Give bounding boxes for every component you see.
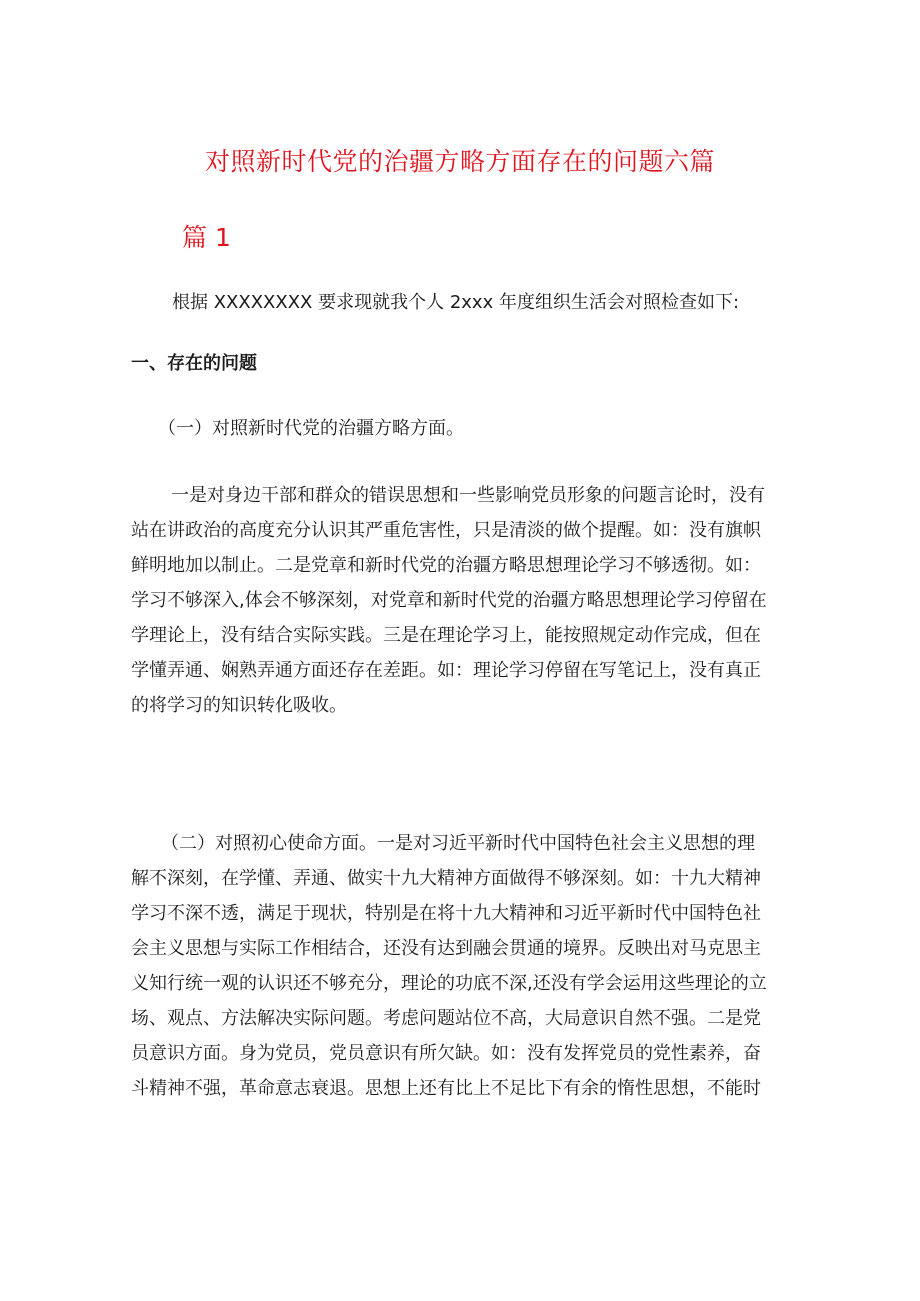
paragraph-line: 站在讲政治的高度充分认识其严重危害性，只是清淡的做个提醒。如：没有旗帜: [131, 520, 761, 541]
paragraph-line: 一是对身边干部和群众的错误思想和一些影响党员形象的问题言论时，没有: [171, 485, 765, 506]
paragraph-line: （二）对照初心使命方面。一是对习近平新时代中国特色社会主义思想的理: [161, 833, 755, 854]
intro-line: 根据 XXXXXXXX 要求现就我个人 2xxx 年度组织生活会对照检查如下:: [172, 292, 740, 313]
paragraph-line: 学懂弄通、娴熟弄通方面还存在差距。如：理论学习停留在写笔记上，没有真正: [131, 660, 761, 681]
paragraph-line: 解不深刻，在学懂、弄通、做实十九大精神方面做得不够深刻。如：十九大精神: [131, 868, 761, 889]
paragraph-line: 员意识方面。身为党员，党员意识有所欠缺。如：没有发挥党员的党性素养，奋: [131, 1043, 761, 1064]
paragraph-line: 学理论上，没有结合实际实践。三是在理论学习上，能按照规定动作完成，但在: [131, 625, 761, 646]
paragraph-2: [131, 826, 791, 1106]
paragraph-1: [131, 478, 791, 723]
document-title: 对照新时代党的治疆方略方面存在的问题六篇: [204, 147, 715, 176]
subheading-governance-strategy: （一）对照新时代党的治疆方略方面。: [158, 418, 464, 439]
paragraph-line: 的将学习的知识转化吸收。: [131, 695, 347, 716]
paragraph-line: 学习不深不透，满足于现状，特别是在将十九大精神和习近平新时代中国特色社: [131, 903, 761, 924]
paragraph-line: 义知行统一观的认识还不够充分，理论的功底不深,还没有学会运用这些理论的立: [131, 973, 767, 994]
paragraph-line: 学习不够深入,体会不够深刻，对党章和新时代党的治疆方略思想理论学习停留在: [131, 590, 767, 611]
heading-existing-problems: 一、存在的问题: [131, 353, 257, 374]
paragraph-line: 场、观点、方法解决实际问题。考虑问题站位不高，大局意识自然不强。二是党: [131, 1008, 761, 1029]
section-label: 篇 1: [182, 223, 231, 252]
paragraph-line: 斗精神不强，革命意志衰退。思想上还有比上不足比下有余的惰性思想，不能时: [131, 1078, 761, 1099]
paragraph-line: 鲜明地加以制止。二是党章和新时代党的治疆方略思想理论学习不够透彻。如：: [131, 555, 761, 576]
paragraph-line: 会主义思想与实际工作相结合，还没有达到融会贯通的境界。反映出对马克思主: [131, 938, 761, 959]
